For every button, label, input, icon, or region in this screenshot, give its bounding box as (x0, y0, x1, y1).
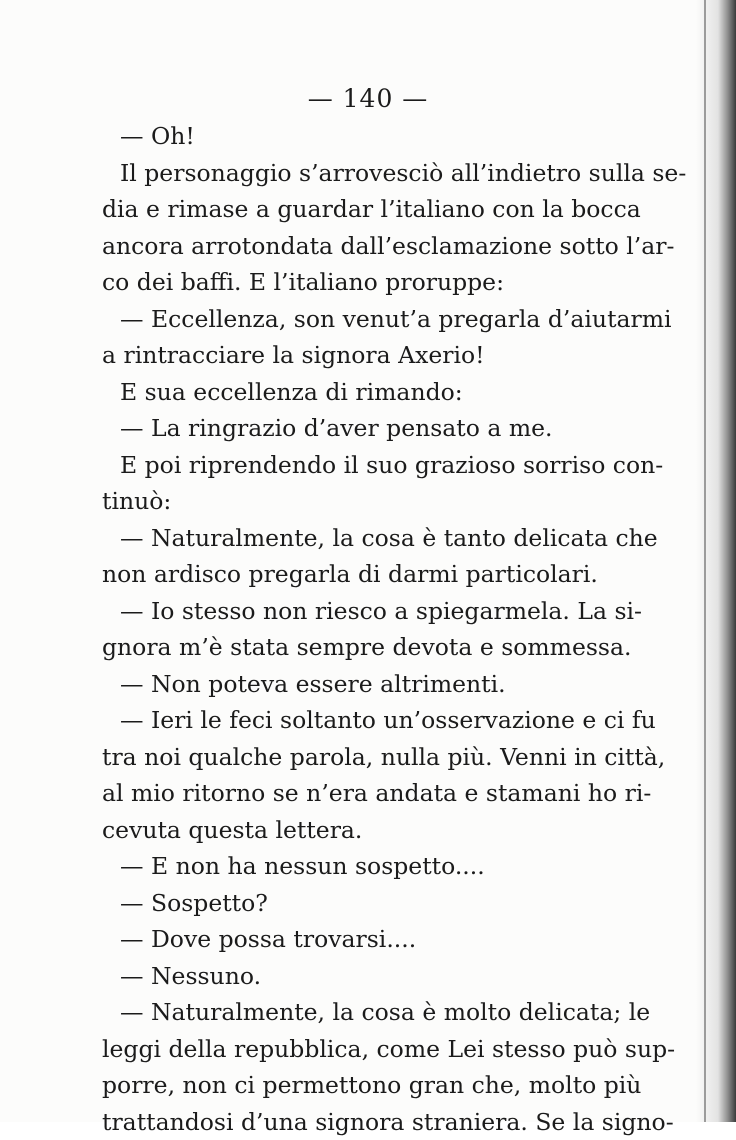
body-text (102, 118, 622, 1140)
text-line: E poi riprendendo il suo grazioso sorriso con- (102, 447, 622, 484)
text-line: al mio ritorno se n’era andata e stamani ho ri- (102, 775, 622, 812)
text-line: Il personaggio s’arrovesciò all’indietro sulla se- (102, 155, 622, 192)
text-line: leggi della repubblica, come Lei stesso può sup- (102, 1031, 622, 1068)
text-line: E sua eccellenza di rimando: (102, 374, 622, 411)
text-line: tinuò: (102, 483, 622, 520)
text-line: — Sospetto? (102, 885, 622, 922)
page-binding-edge (704, 0, 706, 1122)
text-line: cevuta questa lettera. (102, 812, 622, 849)
text-line: — Naturalmente, la cosa è tanto delicata che (102, 520, 622, 557)
text-line: — E non ha nessun sospetto.... (102, 848, 622, 885)
text-line: tra noi qualche parola, nulla più. Venni in città, (102, 739, 622, 776)
text-line: — Dove possa trovarsi.... (102, 921, 622, 958)
text-line: gnora m’è stata sempre devota e sommessa. (102, 629, 622, 666)
text-line: — Nessuno. (102, 958, 622, 995)
text-line: — La ringrazio d’aver pensato a me. (102, 410, 622, 447)
text-line: — Io stesso non riesco a spiegarmela. La si- (102, 593, 622, 630)
text-line: — Oh! (102, 118, 622, 155)
text-line: co dei baffi. E l’italiano proruppe: (102, 264, 622, 301)
text-line: trattandosi d’una signora straniera. Se la signo- (102, 1104, 622, 1140)
text-line: porre, non ci permettono gran che, molto più (102, 1067, 622, 1104)
text-line: — Eccellenza, son venut’a pregarla d’aiutarmi (102, 301, 622, 338)
text-line: non ardisco pregarla di darmi particolari. (102, 556, 622, 593)
text-line: a rintracciare la signora Axerio! (102, 337, 622, 374)
text-line: ancora arrotondata dall’esclamazione sotto l’ar- (102, 228, 622, 265)
page-number: — 140 — (0, 84, 736, 113)
text-line: dia e rimase a guardar l’italiano con la bocca (102, 191, 622, 228)
text-line: — Non poteva essere altrimenti. (102, 666, 622, 703)
page-edge-shadow (696, 0, 736, 1122)
text-line: — Naturalmente, la cosa è molto delicata; le (102, 994, 622, 1031)
text-line: — Ieri le feci soltanto un’osservazione e ci fu (102, 702, 622, 739)
